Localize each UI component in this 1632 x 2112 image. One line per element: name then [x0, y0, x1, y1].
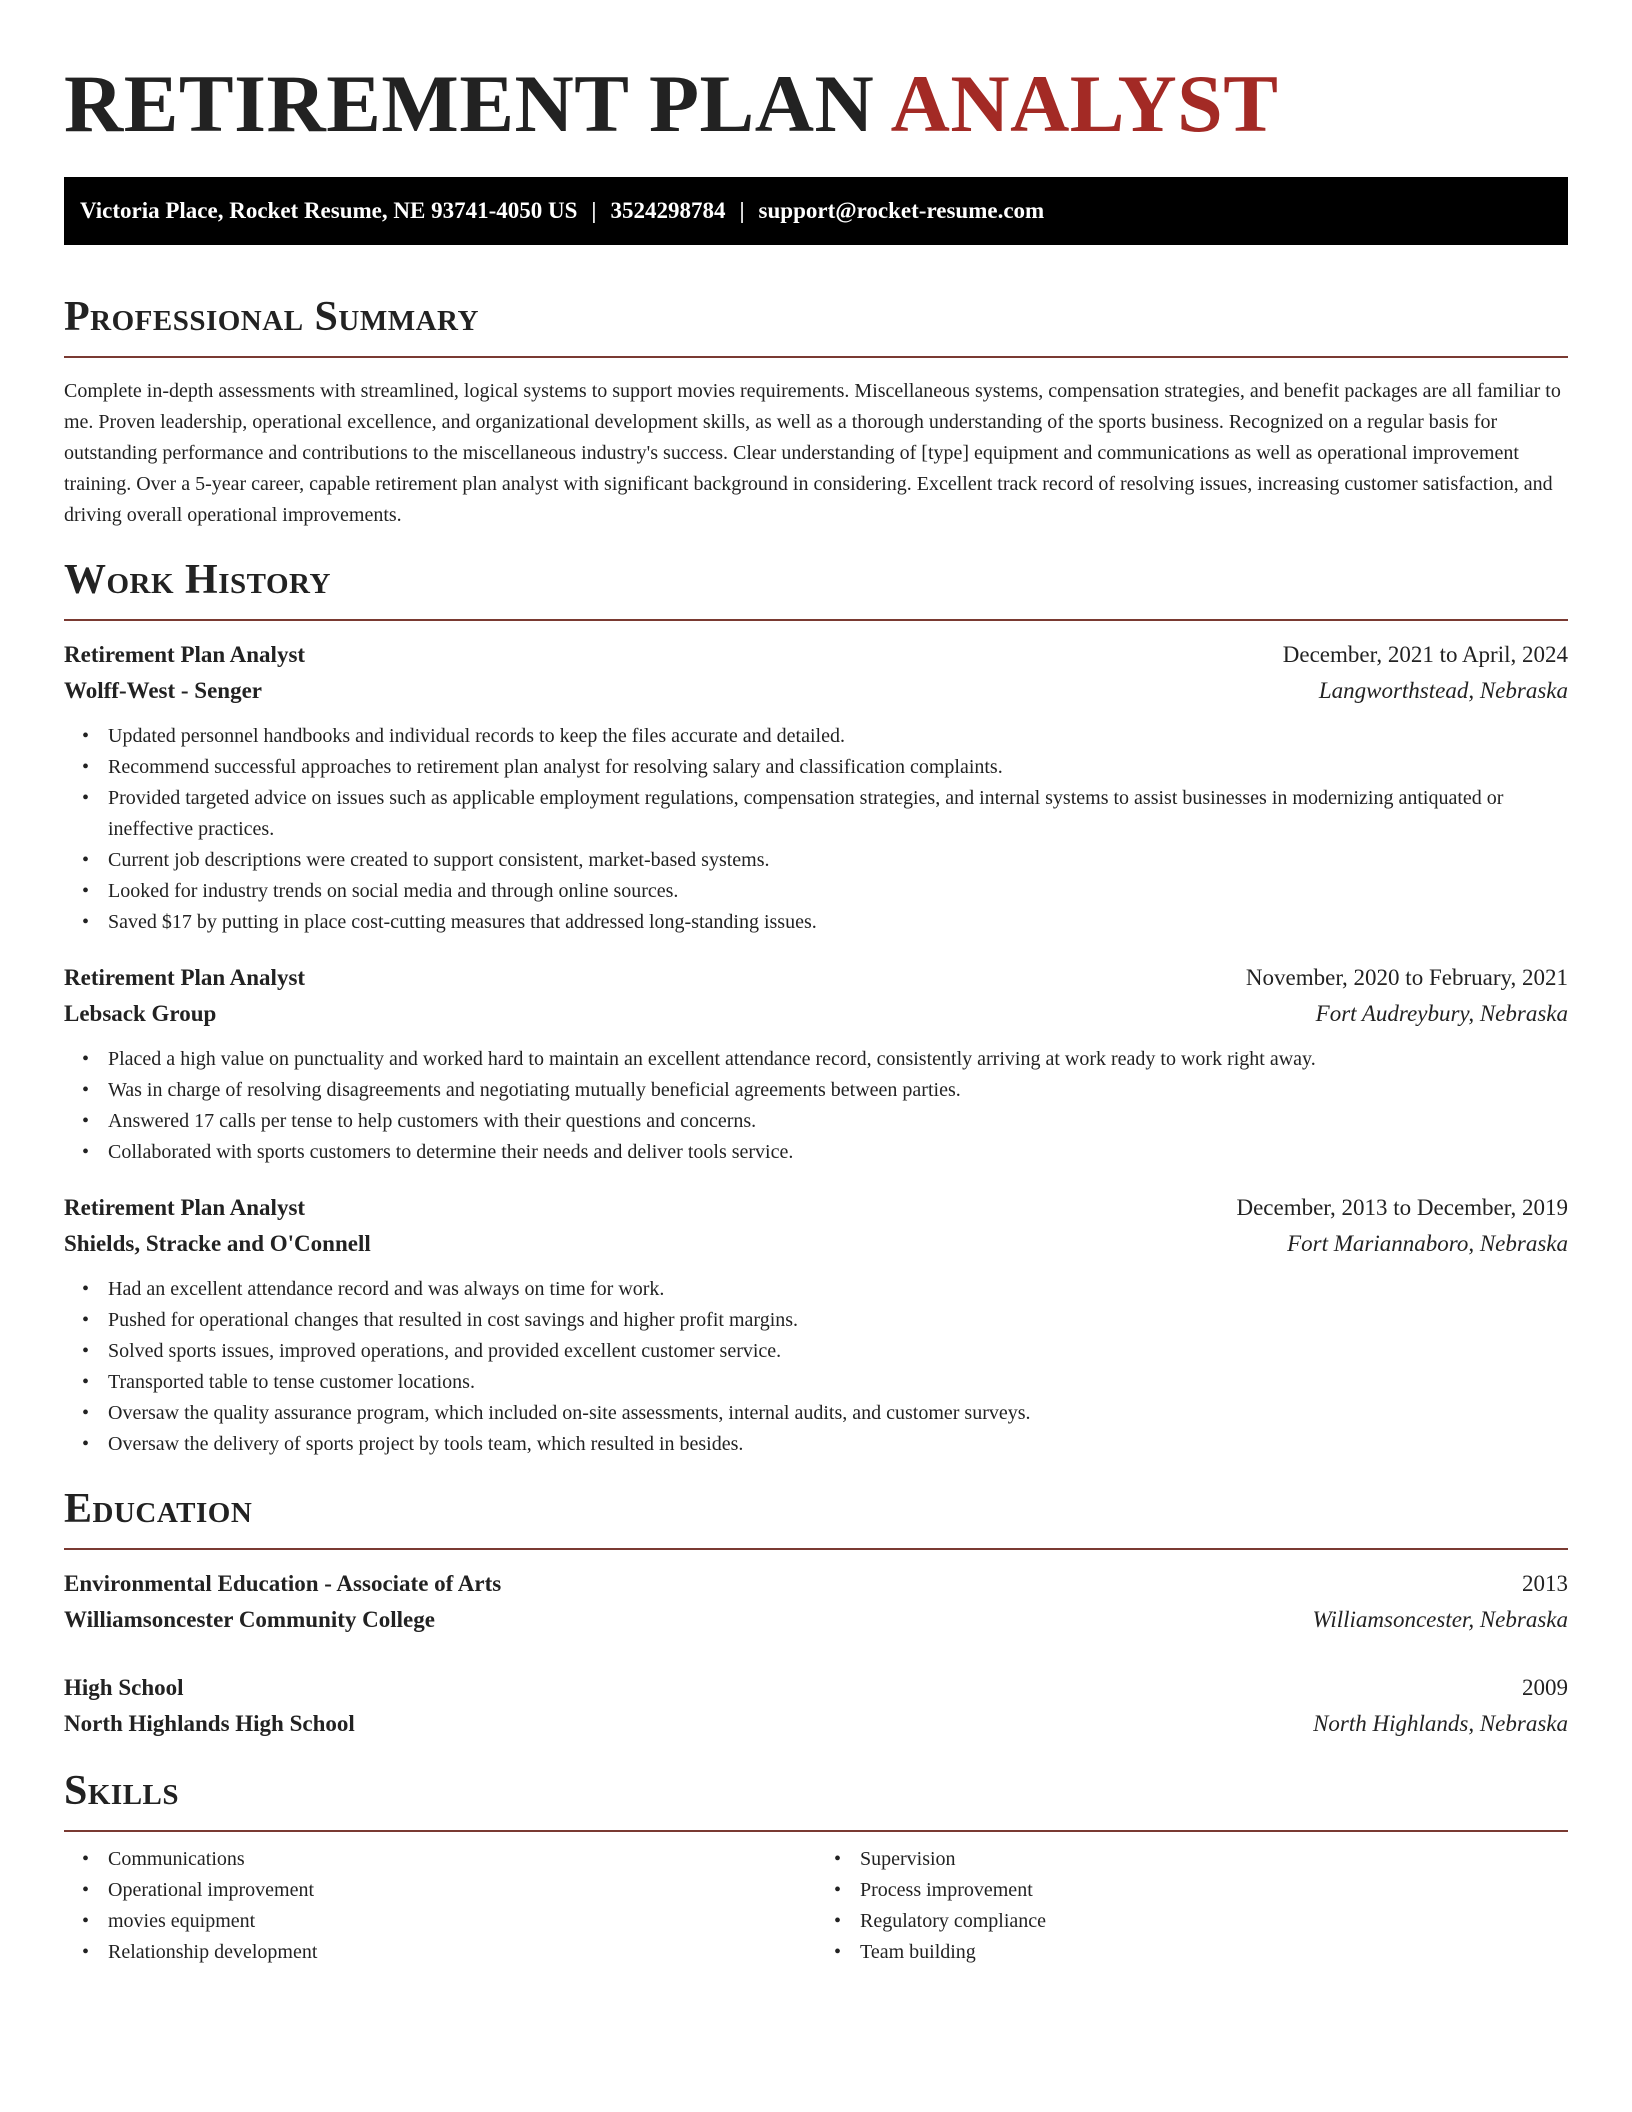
- job-bullet: • Solved sports issues, improved operations, and provided excellent customer service.: [108, 1336, 1568, 1367]
- skills-list-right: [816, 1844, 1568, 1968]
- skill-item: • Team building: [860, 1937, 1568, 1968]
- job-header-row: [64, 1190, 1568, 1226]
- contact-address: Victoria Place, Rocket Resume, NE 93741-4050 US: [80, 198, 578, 223]
- job-bullet: • Current job descriptions were created to support consistent, market-based systems.: [108, 845, 1568, 876]
- job-bullet: • Transported table to tense customer locations.: [108, 1367, 1568, 1398]
- job-title: Retirement Plan Analyst: [64, 1195, 306, 1220]
- education-year: 2009: [1522, 1675, 1568, 1700]
- contact-phone: 3524298784: [610, 198, 726, 223]
- education-degree: High School: [64, 1675, 184, 1700]
- job-location: Langworthstead, Nebraska: [1318, 678, 1568, 703]
- job-bullet: • Placed a high value on punctuality and worked hard to maintain an excellent attendance record, consistently arriving at work ready to work right away.: [108, 1044, 1568, 1075]
- education-school-row: [64, 1602, 1568, 1638]
- job-entry: [64, 637, 1568, 938]
- skill-item: • Process improvement: [860, 1875, 1568, 1906]
- job-bullet: • Saved $17 by putting in place cost-cutting measures that addressed long-standing issues.: [108, 907, 1568, 938]
- job-entry: [64, 1190, 1568, 1460]
- education-location: North Highlands, Nebraska: [1313, 1711, 1568, 1736]
- job-bullets: [64, 1274, 1568, 1460]
- skill-item: • Communications: [108, 1844, 816, 1875]
- summary-text: Complete in-depth assessments with streamlined, logical systems to support movies requirements. Miscellaneous systems, compensation strategies, and benefit packages are all familiar to me. Proven leadership, operational excellence, and organizational development skills, as well as a thorough understanding of the sports business. Recognized on a regular basis for outstanding performance and contributions to the miscellaneous industry's success. Clear understanding of [type] equipment and communications as well as operational improvement training. Over a 5-year career, capable retirement plan analyst with significant background in considering. Excellent track record of resolving issues, increasing customer satisfaction, and driving overall operational improvements.: [64, 380, 1561, 526]
- job-dates: November, 2020 to February, 2021: [1245, 965, 1568, 990]
- job-company-row: [64, 1226, 1568, 1262]
- job-title: Retirement Plan Analyst: [64, 642, 306, 667]
- work-history-section: [64, 555, 1568, 1460]
- job-entry: [64, 960, 1568, 1168]
- education-school-row: [64, 1706, 1568, 1742]
- section-divider: [64, 356, 1568, 358]
- job-location: Fort Audreybury, Nebraska: [1315, 1001, 1568, 1026]
- job-bullet: • Pushed for operational changes that resulted in cost savings and higher profit margins.: [108, 1305, 1568, 1336]
- contact-separator: |: [739, 198, 745, 223]
- job-bullet: • Updated personnel handbooks and individual records to keep the files accurate and detailed.: [108, 721, 1568, 752]
- skills-section: [64, 1766, 1568, 1968]
- skill-item: • Supervision: [860, 1844, 1568, 1875]
- summary-section: [64, 292, 1568, 531]
- summary-heading: Professional Summary: [64, 294, 479, 340]
- education-school: North Highlands High School: [64, 1711, 355, 1736]
- education-section: [64, 1484, 1568, 1742]
- title-accent: ANALYST: [890, 58, 1279, 149]
- job-dates: December, 2013 to December, 2019: [1236, 1195, 1568, 1220]
- skill-item: • Regulatory compliance: [860, 1906, 1568, 1937]
- job-company: Shields, Stracke and O'Connell: [64, 1231, 371, 1256]
- job-dates: December, 2021 to April, 2024: [1282, 642, 1568, 667]
- job-bullet: • Collaborated with sports customers to determine their needs and deliver tools service.: [108, 1137, 1568, 1168]
- job-bullet: • Recommend successful approaches to retirement plan analyst for resolving salary and classification complaints.: [108, 752, 1568, 783]
- job-bullet: • Oversaw the quality assurance program, which included on-site assessments, internal audits, and customer surveys.: [108, 1398, 1568, 1429]
- education-entry: [64, 1670, 1568, 1742]
- skills-heading: Skills: [64, 1768, 180, 1814]
- skills-columns: [64, 1844, 1568, 1968]
- section-divider: [64, 1548, 1568, 1550]
- title-main: RETIREMENT PLAN: [64, 58, 891, 149]
- job-company: Wolff-West - Senger: [64, 678, 263, 703]
- skill-item: • Relationship development: [108, 1937, 816, 1968]
- education-year: 2013: [1522, 1571, 1568, 1596]
- job-header-row: [64, 637, 1568, 673]
- education-degree-row: [64, 1670, 1568, 1706]
- work-history-heading: Work History: [64, 557, 331, 603]
- job-title: Retirement Plan Analyst: [64, 965, 306, 990]
- education-degree: Environmental Education - Associate of Arts: [64, 1571, 502, 1596]
- education-school: Williamsoncester Community College: [64, 1607, 435, 1632]
- job-bullet: • Had an excellent attendance record and was always on time for work.: [108, 1274, 1568, 1305]
- skill-item: • movies equipment: [108, 1906, 816, 1937]
- job-company-row: [64, 996, 1568, 1032]
- section-divider: [64, 1830, 1568, 1832]
- job-bullet: • Was in charge of resolving disagreements and negotiating mutually beneficial agreements between parties.: [108, 1075, 1568, 1106]
- education-entry: [64, 1566, 1568, 1638]
- job-bullet: • Oversaw the delivery of sports project by tools team, which resulted in besides.: [108, 1429, 1568, 1460]
- job-bullet: • Looked for industry trends on social media and through online sources.: [108, 876, 1568, 907]
- job-bullet: • Provided targeted advice on issues such as applicable employment regulations, compensation strategies, and internal systems to assist businesses in modernizing antiquated or ineffective practices.: [108, 783, 1568, 845]
- contact-email[interactable]: support@rocket-resume.com: [758, 198, 1045, 223]
- job-header-row: [64, 960, 1568, 996]
- skill-item: • Operational improvement: [108, 1875, 816, 1906]
- job-bullets: [64, 1044, 1568, 1168]
- skills-list-left: [64, 1844, 816, 1968]
- job-location: Fort Mariannaboro, Nebraska: [1287, 1231, 1568, 1256]
- education-location: Williamsoncester, Nebraska: [1312, 1607, 1568, 1632]
- job-company: Lebsack Group: [64, 1001, 217, 1026]
- contact-separator: |: [591, 198, 597, 223]
- resume-title: [64, 0, 1568, 152]
- job-company-row: [64, 673, 1568, 709]
- contact-bar: [64, 177, 1568, 245]
- education-heading: Education: [64, 1486, 253, 1532]
- job-bullets: [64, 721, 1568, 938]
- education-degree-row: [64, 1566, 1568, 1602]
- section-divider: [64, 619, 1568, 621]
- job-bullet: • Answered 17 calls per tense to help customers with their questions and concerns.: [108, 1106, 1568, 1137]
